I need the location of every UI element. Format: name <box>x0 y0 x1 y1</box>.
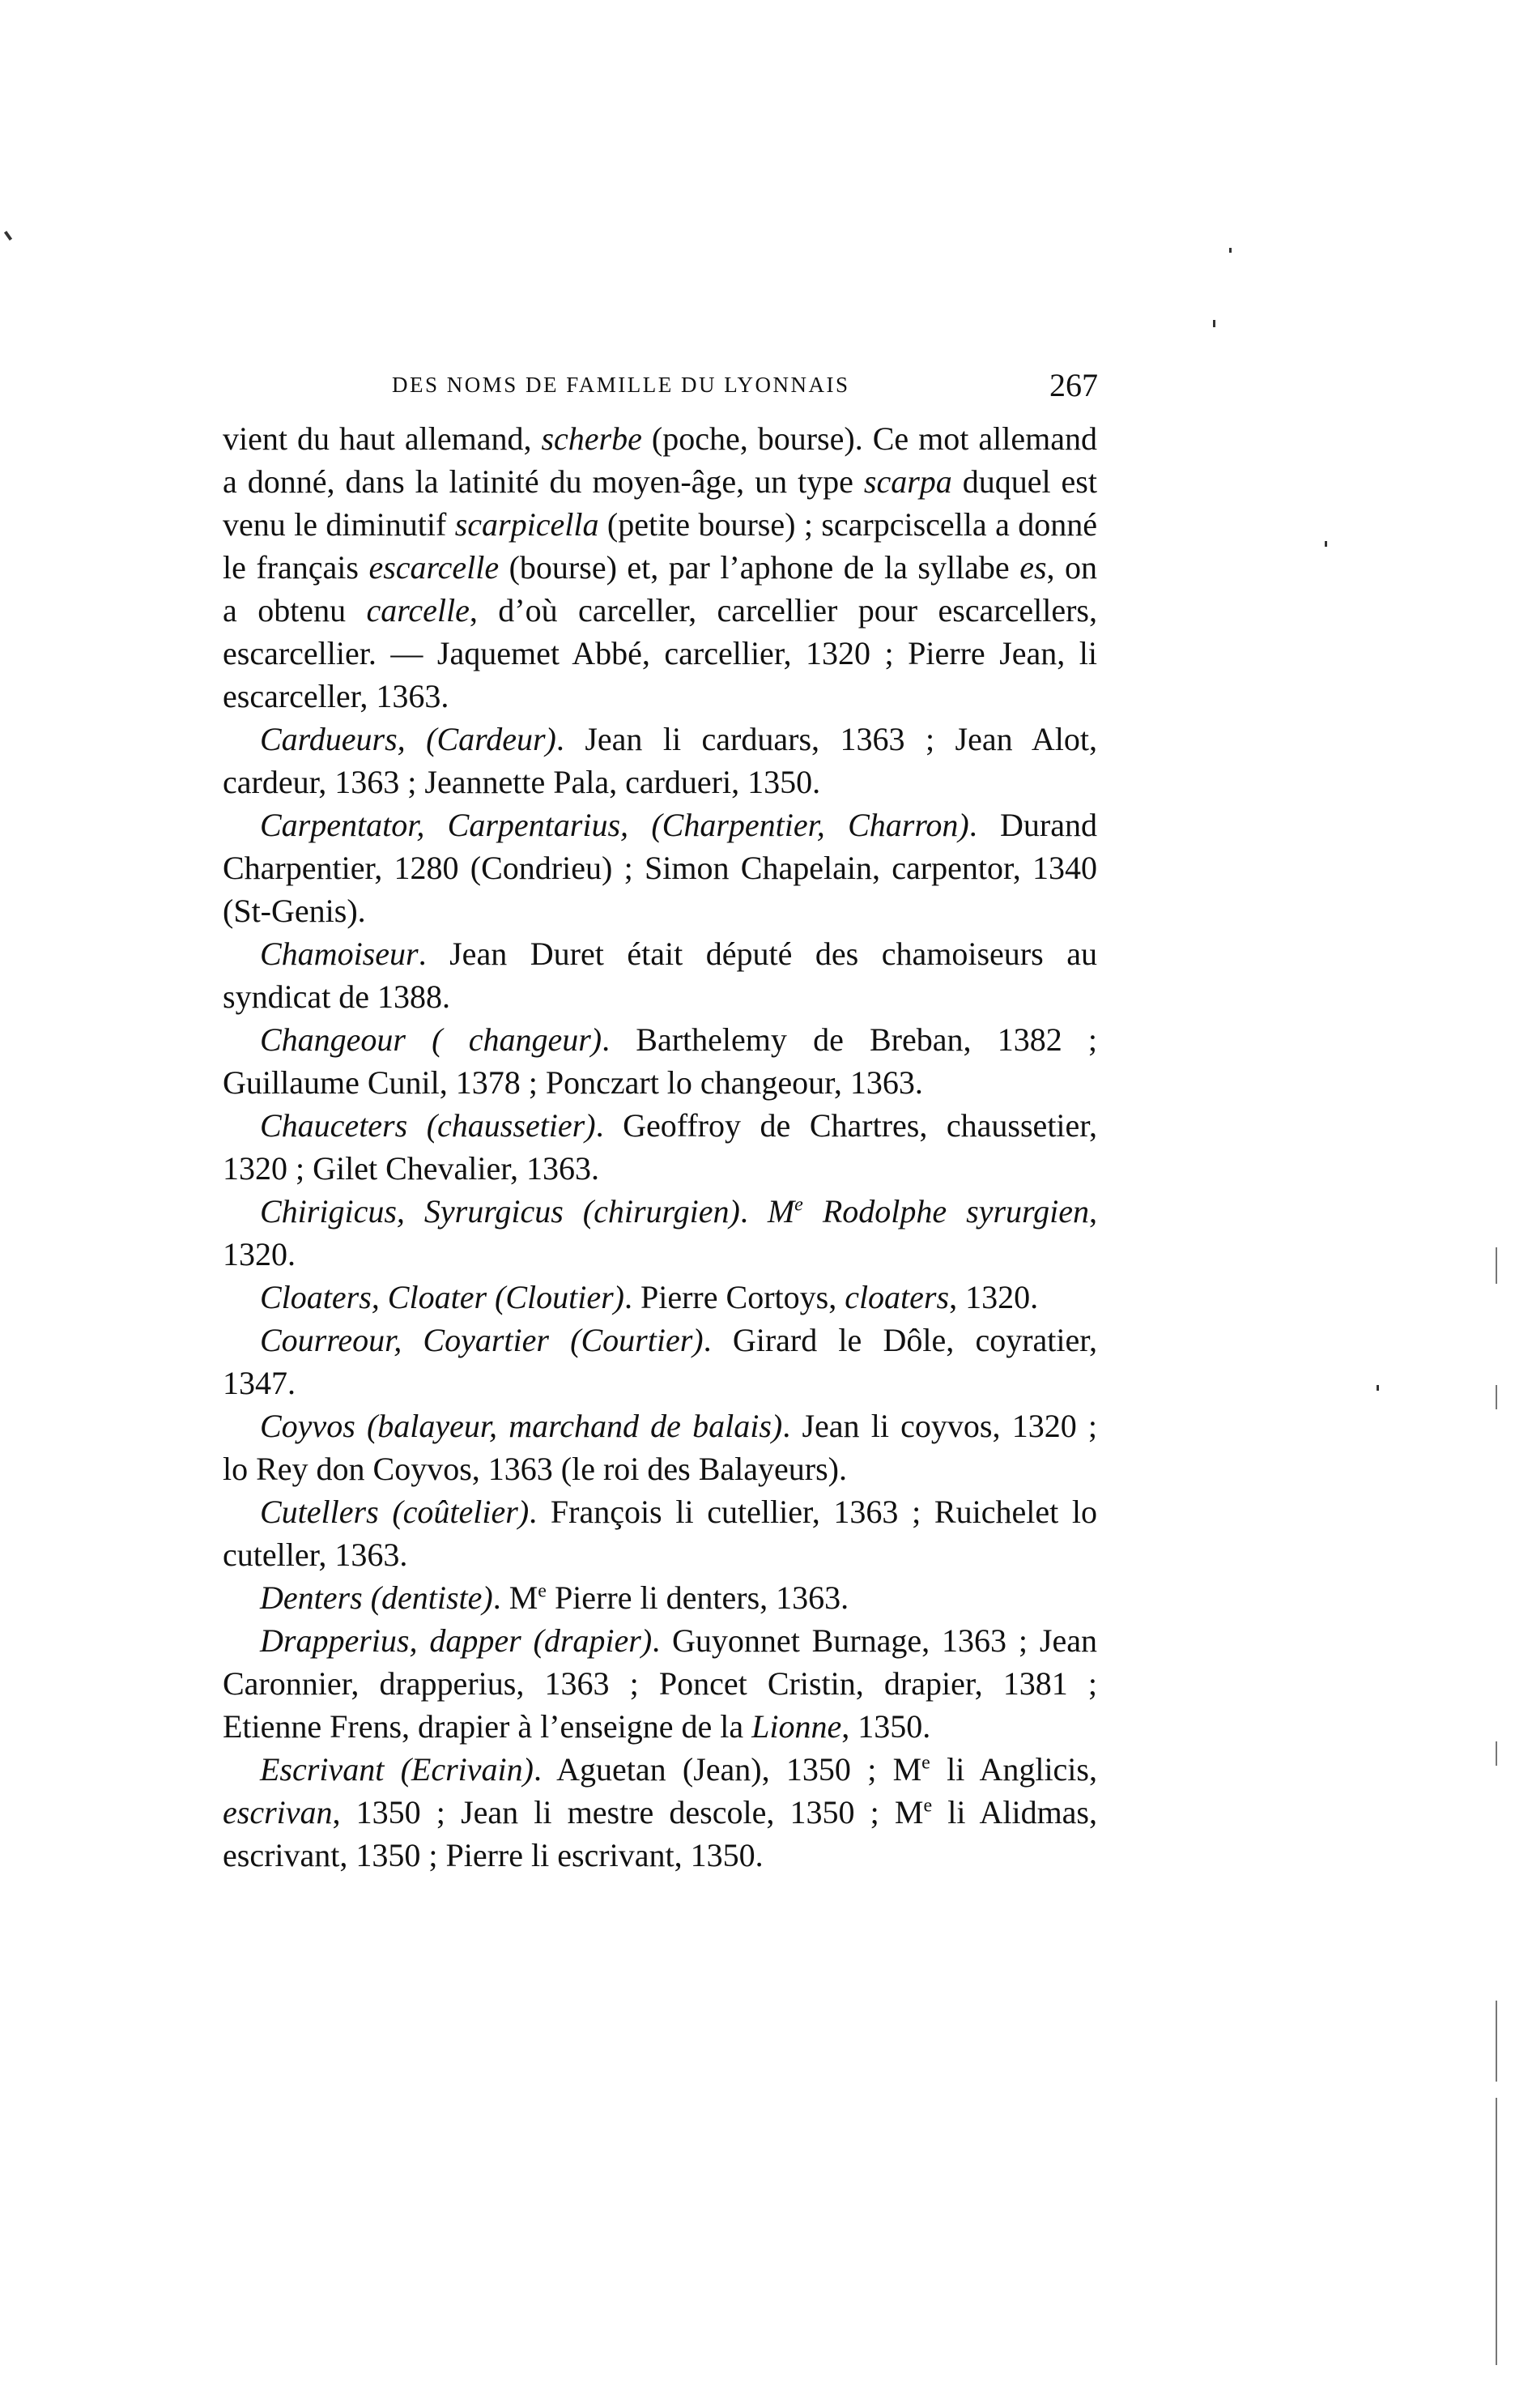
scan-edge-line <box>1496 2001 1497 2082</box>
paragraph <box>223 1018 1097 1104</box>
text-run: (bourse) et, par l’aphone de la syllabe <box>499 549 1020 586</box>
text-run: vient du haut allemand, <box>223 420 542 457</box>
text-run: . Guyonnet Burnage, 1363 ; Jean Caronnier, drapperius, 1363 ; Poncet Cristin, drapier, 1381 ; Etienne Frens, drapier à l’enseigne de la <box>223 1622 1097 1745</box>
running-head: DES NOMS DE FAMILLE DU LYONNAIS <box>392 373 850 397</box>
italic-term: Rodolphe syrurgien <box>802 1193 1090 1230</box>
text-run: (poche, bourse). Ce mot allemand a donné, dans la latinité du moyen-âge, un type <box>223 420 1097 500</box>
italic-term: Courreour, Coyartier (Courtier) <box>260 1322 704 1358</box>
italic-term: cloaters <box>845 1279 950 1315</box>
page-number: 267 <box>1049 367 1098 403</box>
text-run: e <box>923 1795 933 1817</box>
text-run: . Jean Duret était député des chamoiseurs au syndicat de 1388. <box>223 935 1097 1015</box>
text-run: Pierre li denters, 1363. <box>546 1579 849 1616</box>
italic-term: Cloaters, Cloater (Cloutier) <box>260 1279 624 1315</box>
scan-speck <box>1229 248 1232 253</box>
scan-edge-line <box>1496 1247 1497 1284</box>
scan-edge-line <box>1496 1385 1497 1409</box>
text-run: . Barthelemy de Breban, 1382 ; Guillaume Cunil, 1378 ; Ponczart lo changeour, 1363. <box>223 1021 1097 1101</box>
scan-speck <box>1325 541 1327 547</box>
text-run: . Girard le Dôle, coyratier, 1347. <box>223 1322 1098 1401</box>
text-run: . Durand Charpentier, 1280 (Condrieu) ; Simon Chapelain, carpentor, 1340 (St-Genis). <box>223 807 1097 929</box>
italic-term: Denters (dentiste) <box>260 1579 493 1616</box>
scan-edge-line <box>1496 2098 1497 2365</box>
scan-speck <box>4 231 12 241</box>
text-run: , 1350 ; Jean li mestre descole, 1350 ; M <box>332 1794 924 1831</box>
italic-term: Coyvos (balayeur, marchand de balais) <box>260 1408 783 1444</box>
text-run: . Jean li carduars, 1363 ; Jean Alot, cardeur, 1363 ; Jeannette Pala, cardueri, 1350. <box>223 721 1097 800</box>
text-run: li Alidmas, escrivant, 1350 ; Pierre li escrivant, 1350. <box>223 1794 1097 1873</box>
scan-edge-line <box>1496 1741 1497 1766</box>
text-run: duquel est venu le diminutif <box>223 463 1097 543</box>
italic-term: Lionne <box>751 1708 842 1745</box>
italic-term: escrivan <box>223 1794 333 1831</box>
text-run: . <box>739 1193 768 1230</box>
italic-term: Changeour ( changeur) <box>260 1021 602 1058</box>
paragraph <box>223 1404 1097 1490</box>
italic-term: e <box>794 1194 803 1216</box>
text-run: , 1320. <box>949 1279 1039 1315</box>
text-run: . Aguetan (Jean), 1350 ; M <box>533 1751 922 1788</box>
paragraph <box>223 1619 1097 1748</box>
page-header <box>392 366 1098 415</box>
text-run: , d’où carceller, carcellier pour escarcellers, escarcellier. — Jaquemet Abbé, carcellier, 1320 ; Pierre Jean, li escarceller, 1363. <box>223 592 1098 714</box>
italic-term: es <box>1019 549 1047 586</box>
text-run: li Anglicis, <box>930 1751 1097 1788</box>
body-text <box>223 417 1097 1877</box>
italic-term: Cardueurs, (Cardeur) <box>260 721 556 757</box>
text-run: (petite bourse) ; scarpciscella a donné le français <box>223 506 1097 586</box>
text-run: , 1350. <box>841 1708 931 1745</box>
italic-term: scarpicella <box>454 506 599 543</box>
italic-term: Escrivant (Ecrivain) <box>260 1751 534 1788</box>
scan-speck <box>1377 1385 1379 1391</box>
paragraph <box>223 417 1097 718</box>
italic-term: Chauceters (chaussetier) <box>260 1107 596 1144</box>
paragraph <box>223 1104 1097 1190</box>
paragraph <box>223 1490 1097 1576</box>
text-run: . M <box>492 1579 538 1616</box>
paragraph <box>223 803 1097 932</box>
italic-term: Cutellers (coûtelier) <box>260 1494 530 1530</box>
scan-speck <box>1213 320 1215 327</box>
italic-term: Chirigicus, Syrurgicus (chirurgien) <box>260 1193 740 1230</box>
text-run: . Jean li coyvos, 1320 ; lo Rey don Coyvos, 1363 (le roi des Balayeurs). <box>223 1408 1098 1487</box>
text-run: . Geoffroy de Chartres, chaussetier, 1320 ; Gilet Chevalier, 1363. <box>223 1107 1098 1187</box>
paragraph <box>223 1319 1097 1404</box>
text-run: e <box>538 1580 547 1602</box>
paragraph <box>223 1748 1097 1877</box>
paragraph <box>223 1190 1097 1276</box>
text-run: , on a obtenu <box>223 549 1098 629</box>
paragraph <box>223 718 1097 803</box>
text-run: e <box>921 1752 930 1774</box>
paragraph <box>223 932 1097 1018</box>
paragraph <box>223 1276 1097 1319</box>
italic-term: scherbe <box>541 420 642 457</box>
italic-term: scarpa <box>863 463 952 500</box>
italic-term: M <box>767 1193 795 1230</box>
text-run: . François li cutellier, 1363 ; Ruichelet lo cuteller, 1363. <box>223 1494 1098 1573</box>
italic-term: escarcelle <box>368 549 500 586</box>
text-run: . Pierre Cortoys, <box>624 1279 845 1315</box>
paragraph <box>223 1576 1097 1619</box>
italic-term: Chamoiseur <box>260 935 419 972</box>
italic-term: Drapperius, dapper (drapier) <box>260 1622 653 1659</box>
italic-term: carcelle <box>366 592 470 629</box>
text-run: , 1320. <box>223 1193 1098 1272</box>
italic-term: Carpentator, Carpentarius, (Charpentier, Charron) <box>260 807 969 843</box>
